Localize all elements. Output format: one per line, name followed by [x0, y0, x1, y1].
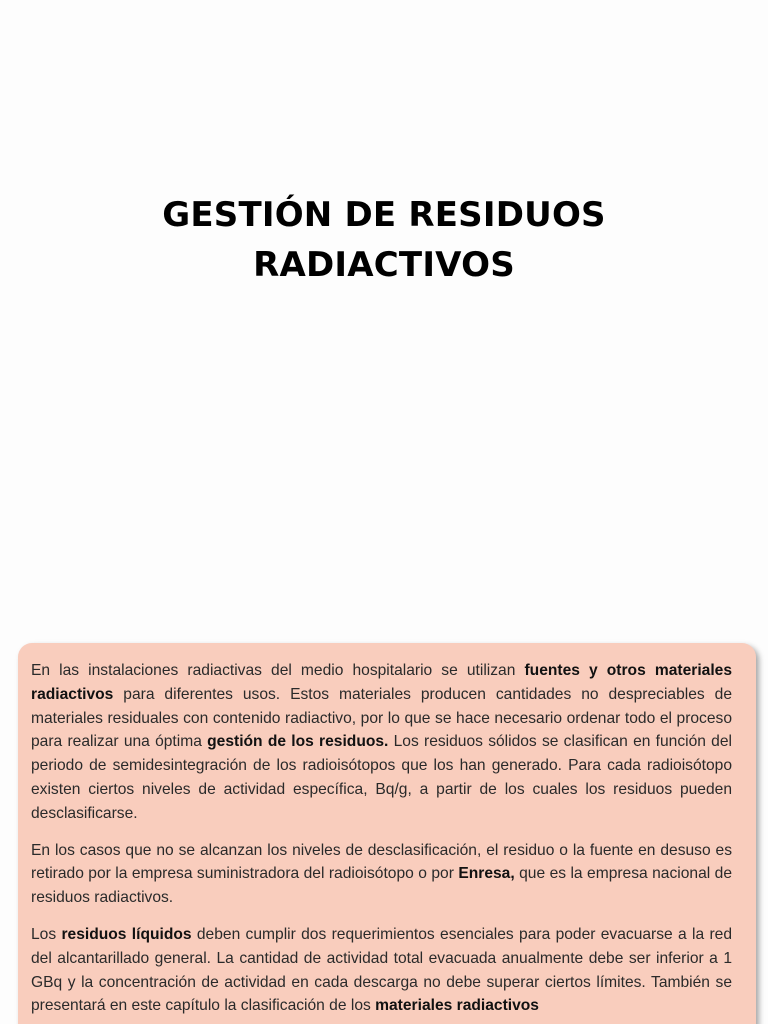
- bold-phrase: fuentes y otros materiales radiactivos: [31, 662, 732, 703]
- text-run: Los residuos sólidos se clasifican en función del periodo de semidesintegración de los radioisótopos que los han generado. Para cada radioisótopo existen ciertos niveles de actividad específica, Bq/g, a partir de los cuales los residuos pueden desclasificarse.: [31, 733, 732, 822]
- bold-phrase: Enresa,: [458, 865, 515, 883]
- text-run: para diferentes usos. Estos materiales producen cantidades no despreciables de materiales residuales con contenido radiactivo, por lo que se hace necesario ordenar todo el proceso para realizar una óptima: [31, 685, 732, 751]
- bold-phrase: residuos líquidos: [61, 925, 192, 943]
- text-run: En los casos que no se alcanzan los niveles de desclasificación, el residuo o la fuente en desuso es retirado por la empresa suministradora del radioisótopo o por: [31, 841, 732, 883]
- text-box: [18, 643, 756, 1024]
- bold-phrase: gestión de los residuos.: [207, 733, 389, 751]
- page-title-line-1: GESTIÓN DE RESIDUOS: [162, 195, 606, 235]
- paragraph-3: [31, 923, 732, 1018]
- text-run: Los: [31, 925, 62, 943]
- bold-phrase: materiales radiactivos: [375, 997, 539, 1015]
- page-title-line-2: RADIACTIVOS: [253, 245, 515, 285]
- paragraph-2: [31, 839, 732, 910]
- text-run: En las instalaciones radiactivas del medio hospitalario se utilizan: [31, 662, 525, 679]
- page-title: [0, 190, 768, 290]
- text-run: que es la empresa nacional de residuos radiactivos.: [31, 865, 732, 907]
- paragraph-1: [31, 659, 732, 826]
- text-run: deben cumplir dos requerimientos esenciales para poder evacuarse a la red del alcantarillado general. La cantidad de actividad total evacuada anualmente debe ser inferior a 1 GBq y la concentración de actividad en cada descarga no debe superar ciertos límites. También se presentará en este capítulo la clasificación de los: [31, 925, 733, 1015]
